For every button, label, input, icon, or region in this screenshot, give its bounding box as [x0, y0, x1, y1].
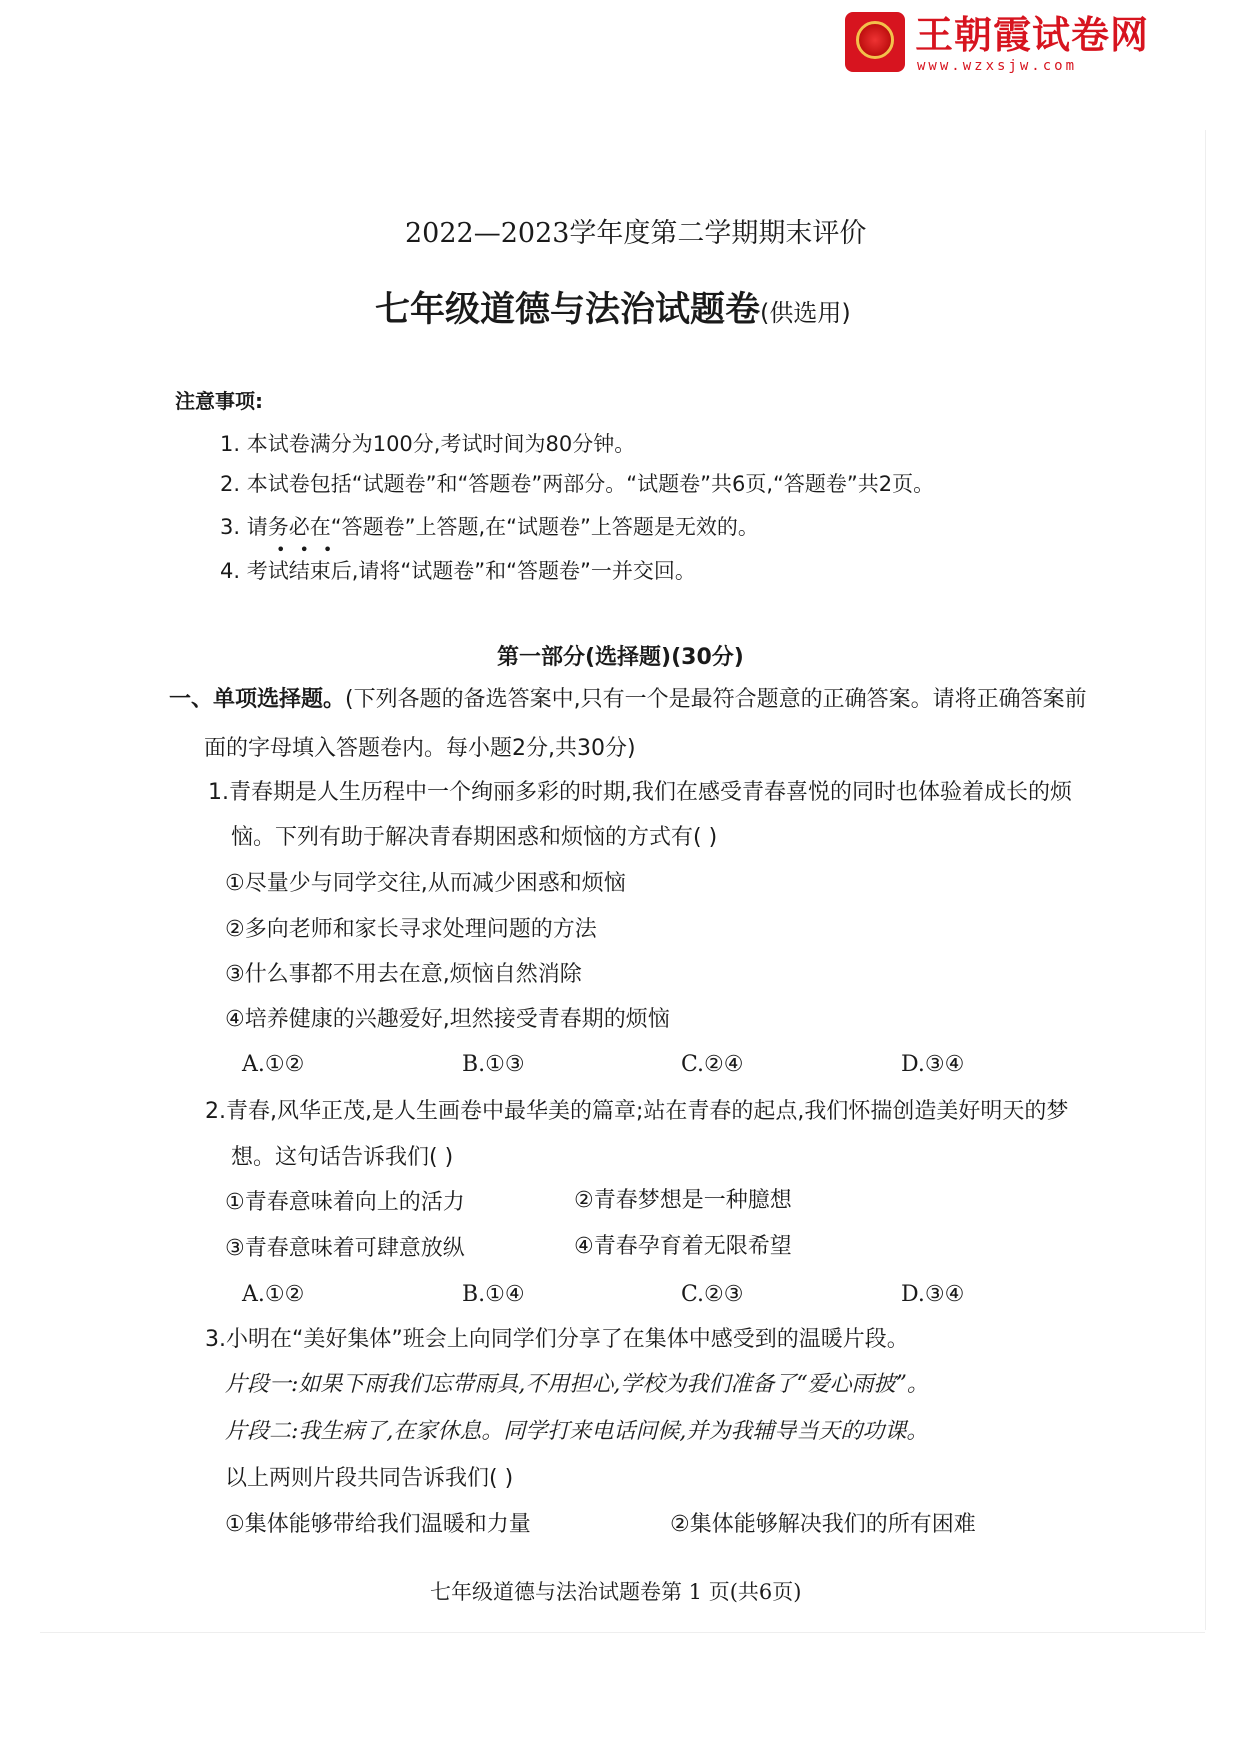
part-heading: 第一部分(选择题)(30分): [497, 645, 744, 670]
q3-statement: ②集体能够解决我们的所有困难: [670, 1512, 976, 1537]
scan-edge: [1205, 130, 1206, 1630]
question-1-cont: 恼。下列有助于解决青春期困惑和烦恼的方式有( ): [231, 825, 718, 850]
logo-brand: 王朝霞试卷网: [915, 13, 1150, 57]
q1-statement: ①尽量少与同学交往,从而减少困惑和烦恼: [225, 871, 626, 896]
subtitle-text: 七年级道德与法治试题卷: [375, 290, 761, 330]
section-line: 面的字母填入答题卷内。每小题2分,共30分): [204, 736, 636, 761]
q2-choice-a: A.①②: [242, 1282, 305, 1307]
q3-fragment-1: 片段一:如果下雨我们忘带雨具,不用担心,学校为我们准备了“爱心雨披”。: [225, 1372, 929, 1397]
q1-choice-c: C.②④: [681, 1052, 744, 1077]
q2-choice-d: D.③④: [901, 1282, 965, 1307]
logo-url: www.wzxsjw.com: [917, 58, 1078, 74]
emphasis-dots: •••: [276, 540, 347, 559]
page-footer: 七年级道德与法治试题卷第 1 页(共6页): [430, 1580, 802, 1604]
q1-choice-d: D.③④: [901, 1052, 965, 1077]
q3-prompt: 以上两则片段共同告诉我们( ): [225, 1466, 514, 1491]
notice-item: 2. 本试卷包括“试题卷”和“答题卷”两部分。“试题卷”共6页,“答题卷”共2页。: [220, 472, 935, 496]
q2-choice-c: C.②③: [681, 1282, 744, 1307]
q2-choice-b: B.①④: [462, 1282, 525, 1307]
q3-fragment-2: 片段二:我生病了,在家休息。同学打来电话问候,并为我辅导当天的功课。: [225, 1419, 929, 1444]
question-2-cont: 想。这句话告诉我们( ): [231, 1145, 454, 1170]
q1-statement: ③什么事都不用去在意,烦恼自然消除: [225, 962, 582, 987]
notice-item: 4. 考试结束后,请将“试题卷”和“答题卷”一并交回。: [220, 559, 696, 583]
q2-statement: ④青春孕育着无限希望: [574, 1234, 792, 1259]
notice-heading: 注意事项:: [175, 389, 263, 413]
q2-statement: ①青春意味着向上的活力: [225, 1190, 465, 1215]
q1-choice-b: B.①③: [462, 1052, 525, 1077]
exam-title: 2022—2023学年度第二学期期末评价: [405, 218, 867, 249]
subtitle-note: (供选用): [760, 299, 851, 327]
section-instructions: [169, 689, 1087, 711]
question-2: 2.青春,风华正茂,是人生画卷中最华美的篇章;站在青春的起点,我们怀揣创造美好明天的梦: [205, 1099, 1069, 1124]
q1-statement: ④培养健康的兴趣爱好,坦然接受青春期的烦恼: [225, 1007, 670, 1032]
notice-item: 3. 请务必在“答题卷”上答题,在“试题卷”上答题是无效的。: [220, 515, 759, 539]
q3-statement: ①集体能够带给我们温暖和力量: [225, 1512, 531, 1537]
q1-statement: ②多向老师和家长寻求处理问题的方法: [225, 917, 597, 942]
section-label: 一、单项选择题。: [169, 687, 346, 712]
q1-choice-a: A.①②: [242, 1052, 305, 1077]
logo-badge-icon: [845, 12, 905, 72]
question-3: 3.小明在“美好集体”班会上向同学们分享了在集体中感受到的温暖片段。: [205, 1327, 909, 1352]
exam-subtitle: [375, 290, 851, 330]
question-1: 1.青春期是人生历程中一个绚丽多彩的时期,我们在感受青春喜悦的同时也体验着成长的烦: [208, 780, 1072, 805]
site-logo: [845, 12, 1165, 72]
scan-edge: [40, 1632, 1205, 1633]
notice-item: 1. 本试卷满分为100分,考试时间为80分钟。: [220, 432, 636, 456]
q2-statement: ③青春意味着可肆意放纵: [225, 1236, 465, 1261]
q2-statement: ②青春梦想是一种臆想: [574, 1188, 792, 1213]
section-line: (下列各题的备选答案中,只有一个是最符合题意的正确答案。请将正确答案前: [345, 687, 1087, 712]
